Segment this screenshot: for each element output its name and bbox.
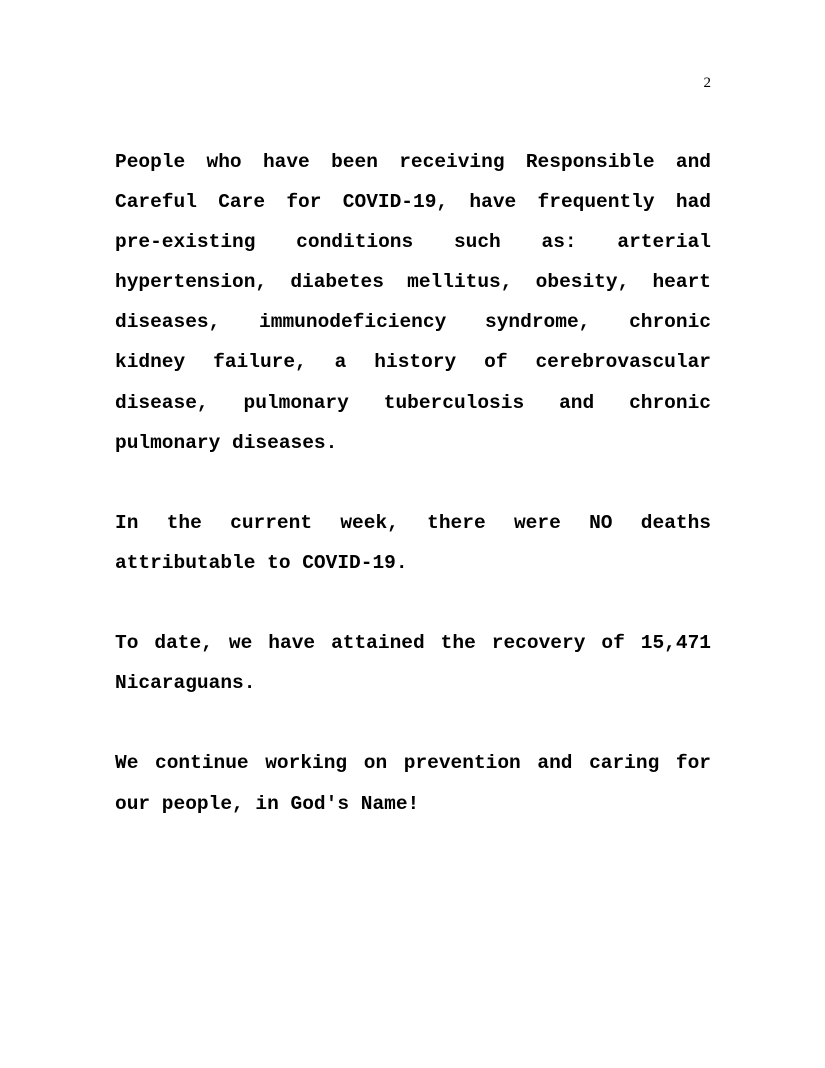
paragraph-deaths: In the current week, there were NO deaths attributable to COVID-19.: [115, 511, 711, 574]
page-number: 2: [703, 75, 711, 91]
paragraph-recoveries: To date, we have attained the recovery of 15,471 Nicaraguans.: [115, 632, 711, 695]
paragraph-closing: We continue working on prevention and caring for our people, in God's Name!: [115, 752, 711, 815]
document-body: [115, 142, 711, 864]
paragraph-preexisting-conditions: People who have been receiving Responsible and Careful Care for COVID-19, have frequently had pre-existing conditions such as: arterial hypertension, diabetes mellitus, obesity, heart diseases, immunodeficiency syndrome, chronic kidney failure, a history of cerebrovascular disease, pulmonary tuberculosis and chronic pulmonary diseases.: [115, 151, 711, 454]
